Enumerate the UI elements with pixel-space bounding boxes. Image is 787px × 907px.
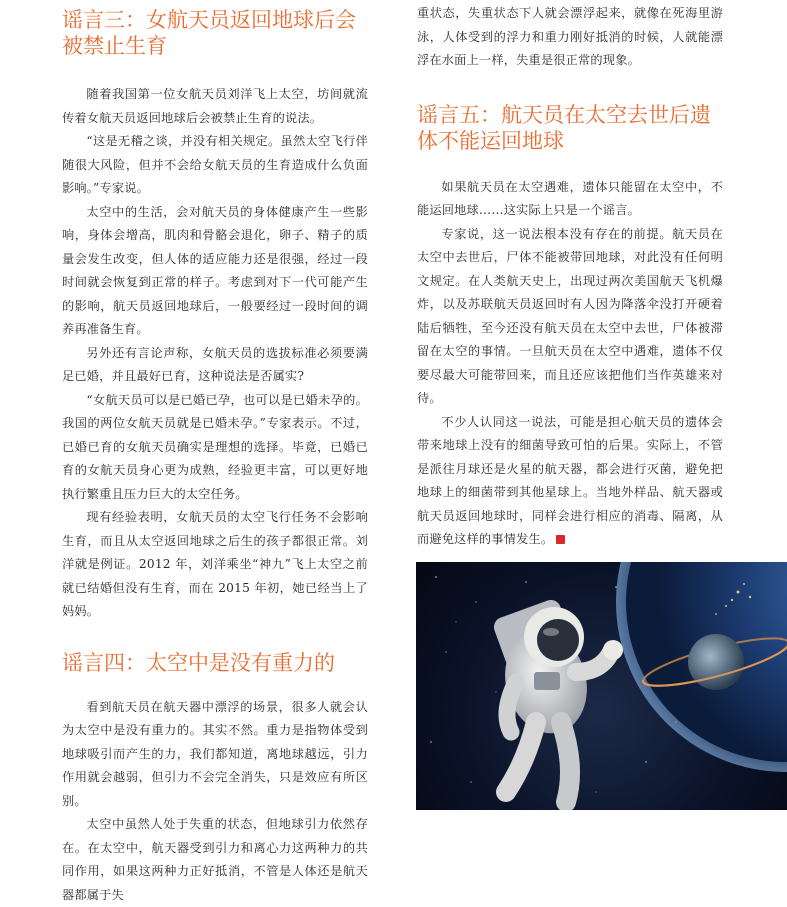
right-column: [417, 0, 723, 552]
paragraph: 如果航天员在太空遇难，遗体只能留在太空中，不能运回地球……这实际上只是一个谣言。: [417, 179, 723, 217]
paragraph: 另外还有言论声称，女航天员的选拔标准必须要满足已婚，并且最好已育，这种说法是否属实?: [62, 345, 368, 383]
left-column: [62, 0, 368, 907]
paragraph: 太空中虽然人处于失重的状态，但地球引力依然存在。在太空中，航天器受到引力和离心力这两种力的共同作用，如果这两种力正好抵消，不管是人体还是航天器都属于失: [62, 817, 368, 902]
paragraph: [417, 411, 723, 552]
paragraph: 现有经验表明，女航天员的太空飞行任务不会影响生育，而且从太空返回地球之后生的孩子都很正常。刘洋就是例证。2012 年，刘洋乘坐“神九”飞上太空之前就已结婚但没有生育，而在 2015 年初，她已经当上了妈妈。: [62, 510, 368, 618]
paragraph: “这是无稽之谈，并没有相关规定。虽然太空飞行伴随很大风险，但并不会给女航天员的生育造成什么负面影响。”专家说。: [62, 134, 368, 195]
heading-rumor-5: 谣言五：航天员在太空去世后遗体不能运回地球: [417, 102, 711, 153]
paragraph: 太空中的生活，会对航天员的身体健康产生一些影响，身体会增高，肌肉和骨骼会退化，卵子、精子的质量会发生改变，但人体的适应能力还是很强，经过一段时间就会恢复到正常的样子。考虑到对下一代可能产生的影响，航天员返回地球后，一般要经过一段时间的调养再准备生育。: [62, 204, 368, 336]
paragraph-continued: 重状态，失重状态下人就会漂浮起来，就像在死海里游泳，人体受到的浮力和重力刚好抵消的时候，人就能漂浮在水面上一样，失重是很正常的现象。: [417, 6, 723, 67]
paragraph: 随着我国第一位女航天员刘洋飞上太空，坊间就流传着女航天员返回地球后会被禁止生育的说法。: [62, 87, 368, 125]
paragraph-text: 不少人认同这一说法，可能是担心航天员的遗体会带来地球上没有的细菌导致可怕的后果。实际上，不管是派往月球还是火星的航天器，都会进行灭菌，避免把地球上的细菌带到其他星球上。当地外样品、航天器或航天员返回地球时，同样会进行相应的消毒、隔离，从而避免这样的事情发生。: [417, 414, 723, 546]
paragraph: 看到航天员在航天器中漂浮的场景，很多人就会认为太空中是没有重力的。其实不然。重力是指物体受到地球吸引而产生的力，我们都知道，离地球越远，引力作用就会越弱，但引力不会完全消失，只是效应有所区别。: [62, 699, 368, 808]
paragraph: “女航天员可以是已婚已孕，也可以是已婚未孕的。我国的两位女航天员就是已婚未孕。”专家表示。不过，已婚已育的女航天员确实是理想的选择。毕竟，已婚已育的女航天员身心更为成熟，经验更丰富，可以更好地执行繁重且压力巨大的太空任务。: [62, 392, 368, 501]
heading-rumor-4: 谣言四：太空中是没有重力的: [62, 650, 335, 675]
astronaut: [491, 597, 623, 802]
paragraph: 专家说，这一说法根本没有存在的前提。航天员在太空中去世后，尸体不能被带回地球，对此没有任何明文规定。在人类航天史上，出现过两次美国航天飞机爆炸，以及苏联航天员返回时有人因为降落伞没打开硬着陆后牺牲，至今还没有航天员在太空中去世，尸体被滞留在太空的事情。一旦航天员在太空中遇难，遗体不仅要尽最大可能带回来，而且还应该把他们当作英雄来对待。: [417, 226, 723, 405]
end-of-article-icon: [556, 535, 565, 544]
astronaut-space-photo: [416, 562, 787, 810]
space-illustration: [416, 562, 787, 810]
heading-rumor-3: 谣言三：女航天员返回地球后会被禁止生育: [62, 8, 356, 58]
